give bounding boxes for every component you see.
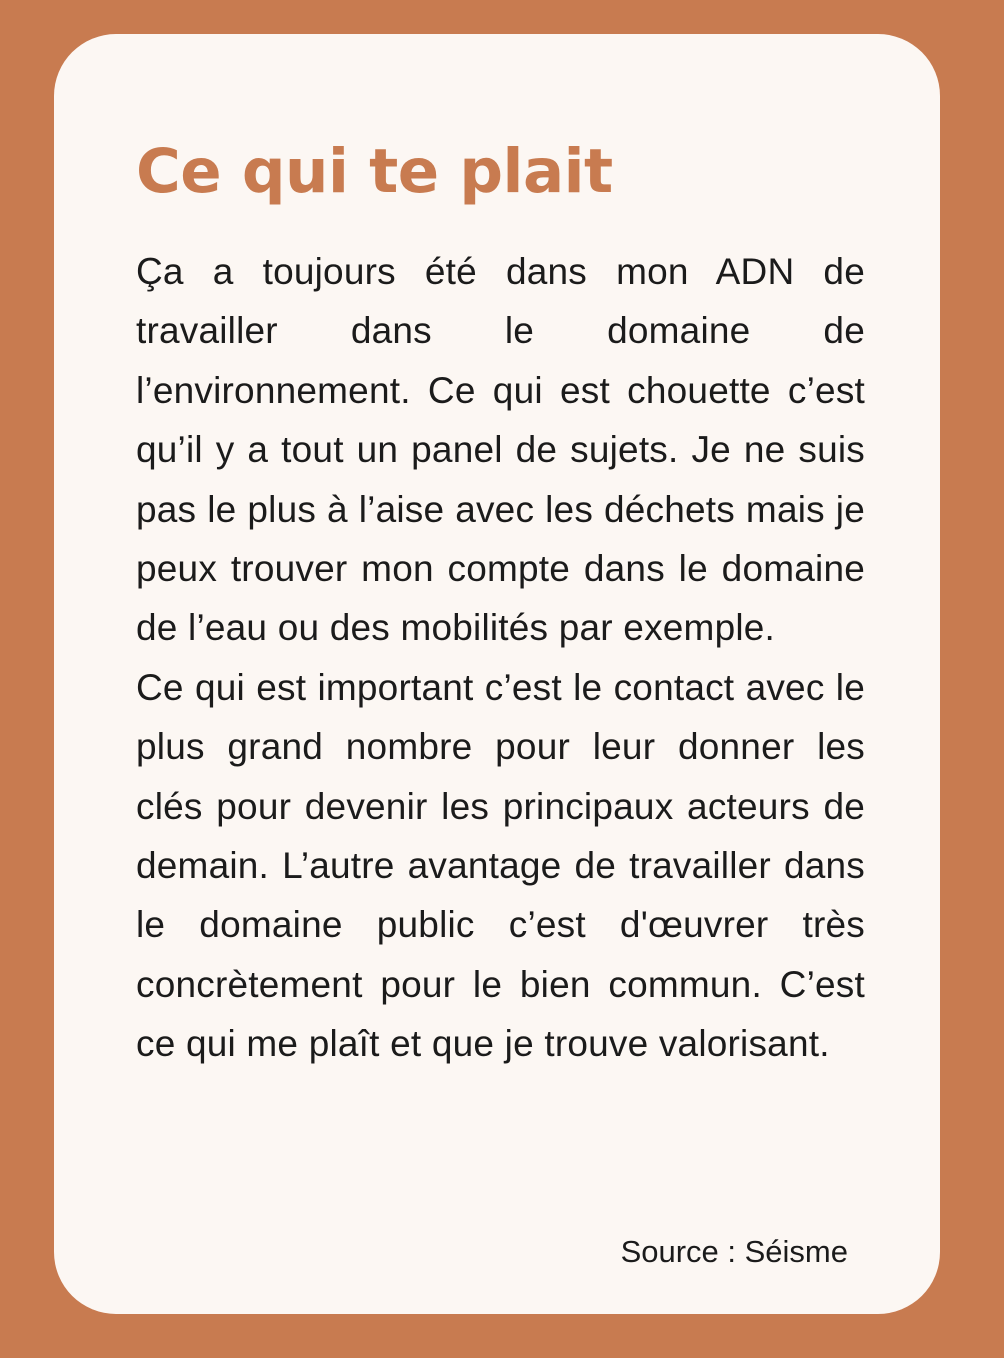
- card-title: Ce qui te plait: [136, 136, 613, 207]
- paragraph-adn: Ça a toujours été dans mon ADN de travailler dans le domaine de l’environnement. Ce qui est chouette c’est qu’il y a tout un panel de sujets. Je ne suis pas le plus à l’aise avec les déchets mais je peux trouver mon compte dans le domaine de l’eau ou des mobilités par exemple.: [136, 251, 865, 649]
- source-credit: Source : Séisme: [620, 1234, 848, 1269]
- card-body: [136, 242, 865, 1074]
- testimony-card: [54, 34, 940, 1314]
- paragraph-contact: Ce qui est important c’est le contact avec le plus grand nombre pour leur donner les clés pour devenir les principaux acteurs de demain. L’autre avantage de travailler dans le domaine public c’est d'œuvrer très concrètement pour le bien commun. C’est ce qui me plaît et que je trouve valorisant.: [136, 666, 865, 1065]
